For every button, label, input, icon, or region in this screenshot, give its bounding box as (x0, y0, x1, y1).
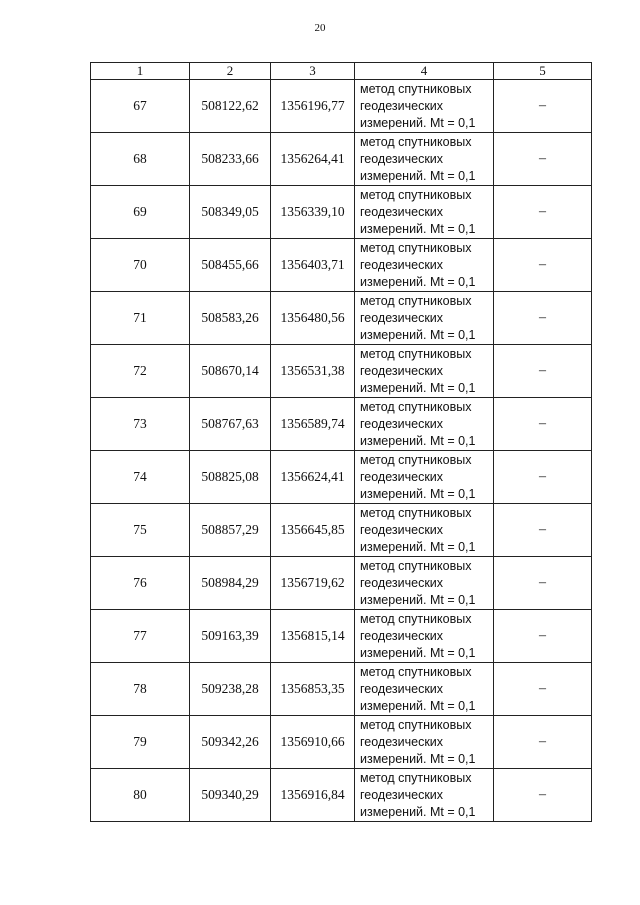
note-cell: – (494, 769, 592, 822)
note-cell: – (494, 663, 592, 716)
method-line: метод спутниковых (360, 346, 472, 361)
method-line: метод спутниковых (360, 505, 472, 520)
method-line: метод спутниковых (360, 399, 472, 414)
method-cell (355, 398, 494, 451)
note-cell: – (494, 292, 592, 345)
method-line: геодезических (360, 310, 444, 325)
point-number-cell: 74 (91, 451, 190, 504)
method-line: измерений. Mt = 0,1 (360, 751, 476, 766)
header-col-5: 5 (494, 63, 592, 80)
method-line: измерений. Mt = 0,1 (360, 539, 476, 554)
x-coordinate-cell: 508767,63 (190, 398, 271, 451)
note-cell: – (494, 398, 592, 451)
x-coordinate-cell: 509340,29 (190, 769, 271, 822)
method-line: измерений. Mt = 0,1 (360, 486, 476, 501)
x-coordinate-cell: 508670,14 (190, 345, 271, 398)
method-line: геодезических (360, 575, 444, 590)
header-col-3: 3 (271, 63, 355, 80)
point-number-cell: 71 (91, 292, 190, 345)
y-coordinate-cell: 1356719,62 (271, 557, 355, 610)
method-cell (355, 292, 494, 345)
method-line: геодезических (360, 98, 444, 113)
page-number: 20 (314, 22, 326, 34)
method-cell (355, 769, 494, 822)
point-number-cell: 73 (91, 398, 190, 451)
method-cell (355, 345, 494, 398)
point-number-cell: 68 (91, 133, 190, 186)
y-coordinate-cell: 1356480,56 (271, 292, 355, 345)
coordinates-table (90, 62, 592, 822)
y-coordinate-cell: 1356403,71 (271, 239, 355, 292)
x-coordinate-cell: 508455,66 (190, 239, 271, 292)
note-cell: – (494, 610, 592, 663)
point-number-cell: 70 (91, 239, 190, 292)
method-line: измерений. Mt = 0,1 (360, 433, 476, 448)
y-coordinate-cell: 1356264,41 (271, 133, 355, 186)
x-coordinate-cell: 508122,62 (190, 80, 271, 133)
note-cell: – (494, 504, 592, 557)
method-line: метод спутниковых (360, 81, 472, 96)
table-header-row (91, 63, 592, 80)
method-line: геодезических (360, 628, 444, 643)
x-coordinate-cell: 508349,05 (190, 186, 271, 239)
method-line: метод спутниковых (360, 452, 472, 467)
table-row (91, 239, 592, 292)
method-line: метод спутниковых (360, 770, 472, 785)
method-cell (355, 504, 494, 557)
method-line: измерений. Mt = 0,1 (360, 645, 476, 660)
note-cell: – (494, 80, 592, 133)
table-row (91, 663, 592, 716)
note-cell: – (494, 557, 592, 610)
y-coordinate-cell: 1356645,85 (271, 504, 355, 557)
note-cell: – (494, 186, 592, 239)
y-coordinate-cell: 1356624,41 (271, 451, 355, 504)
x-coordinate-cell: 508583,26 (190, 292, 271, 345)
note-cell: – (494, 716, 592, 769)
method-cell (355, 451, 494, 504)
method-line: метод спутниковых (360, 611, 472, 626)
table-row (91, 186, 592, 239)
method-line: геодезических (360, 469, 444, 484)
method-line: геодезических (360, 734, 444, 749)
note-cell: – (494, 345, 592, 398)
point-number-cell: 67 (91, 80, 190, 133)
table-row (91, 769, 592, 822)
x-coordinate-cell: 509342,26 (190, 716, 271, 769)
table-row (91, 504, 592, 557)
y-coordinate-cell: 1356589,74 (271, 398, 355, 451)
method-line: геодезических (360, 522, 444, 537)
method-cell (355, 80, 494, 133)
header-col-4: 4 (355, 63, 494, 80)
method-cell (355, 133, 494, 186)
method-line: измерений. Mt = 0,1 (360, 380, 476, 395)
method-line: измерений. Mt = 0,1 (360, 592, 476, 607)
table-row (91, 451, 592, 504)
point-number-cell: 72 (91, 345, 190, 398)
table-row (91, 398, 592, 451)
method-line: геодезических (360, 416, 444, 431)
table-row (91, 610, 592, 663)
method-line: измерений. Mt = 0,1 (360, 115, 476, 130)
method-cell (355, 557, 494, 610)
table-row (91, 557, 592, 610)
method-line: измерений. Mt = 0,1 (360, 804, 476, 819)
method-line: измерений. Mt = 0,1 (360, 168, 476, 183)
method-cell (355, 186, 494, 239)
x-coordinate-cell: 509238,28 (190, 663, 271, 716)
table-row (91, 716, 592, 769)
point-number-cell: 78 (91, 663, 190, 716)
header-col-1: 1 (91, 63, 190, 80)
method-cell (355, 716, 494, 769)
x-coordinate-cell: 508233,66 (190, 133, 271, 186)
method-line: геодезических (360, 257, 444, 272)
method-line: измерений. Mt = 0,1 (360, 698, 476, 713)
point-number-cell: 79 (91, 716, 190, 769)
y-coordinate-cell: 1356196,77 (271, 80, 355, 133)
method-line: метод спутниковых (360, 187, 472, 202)
table-body (91, 80, 592, 822)
method-line: измерений. Mt = 0,1 (360, 274, 476, 289)
method-line: метод спутниковых (360, 558, 472, 573)
y-coordinate-cell: 1356910,66 (271, 716, 355, 769)
header-col-2: 2 (190, 63, 271, 80)
point-number-cell: 75 (91, 504, 190, 557)
method-line: геодезических (360, 787, 444, 802)
table-row (91, 133, 592, 186)
note-cell: – (494, 451, 592, 504)
table-row (91, 345, 592, 398)
y-coordinate-cell: 1356815,14 (271, 610, 355, 663)
point-number-cell: 80 (91, 769, 190, 822)
x-coordinate-cell: 508857,29 (190, 504, 271, 557)
y-coordinate-cell: 1356339,10 (271, 186, 355, 239)
method-cell (355, 610, 494, 663)
y-coordinate-cell: 1356853,35 (271, 663, 355, 716)
method-line: геодезических (360, 151, 444, 166)
point-number-cell: 69 (91, 186, 190, 239)
method-line: метод спутниковых (360, 134, 472, 149)
method-line: метод спутниковых (360, 664, 472, 679)
point-number-cell: 77 (91, 610, 190, 663)
note-cell: – (494, 133, 592, 186)
method-line: метод спутниковых (360, 240, 472, 255)
method-cell (355, 663, 494, 716)
method-line: измерений. Mt = 0,1 (360, 221, 476, 236)
method-line: измерений. Mt = 0,1 (360, 327, 476, 342)
method-line: геодезических (360, 681, 444, 696)
table-row (91, 292, 592, 345)
y-coordinate-cell: 1356916,84 (271, 769, 355, 822)
point-number-cell: 76 (91, 557, 190, 610)
method-line: геодезических (360, 363, 444, 378)
note-cell: – (494, 239, 592, 292)
method-line: метод спутниковых (360, 717, 472, 732)
y-coordinate-cell: 1356531,38 (271, 345, 355, 398)
x-coordinate-cell: 508984,29 (190, 557, 271, 610)
method-line: метод спутниковых (360, 293, 472, 308)
method-line: геодезических (360, 204, 444, 219)
x-coordinate-cell: 508825,08 (190, 451, 271, 504)
x-coordinate-cell: 509163,39 (190, 610, 271, 663)
table-row (91, 80, 592, 133)
method-cell (355, 239, 494, 292)
